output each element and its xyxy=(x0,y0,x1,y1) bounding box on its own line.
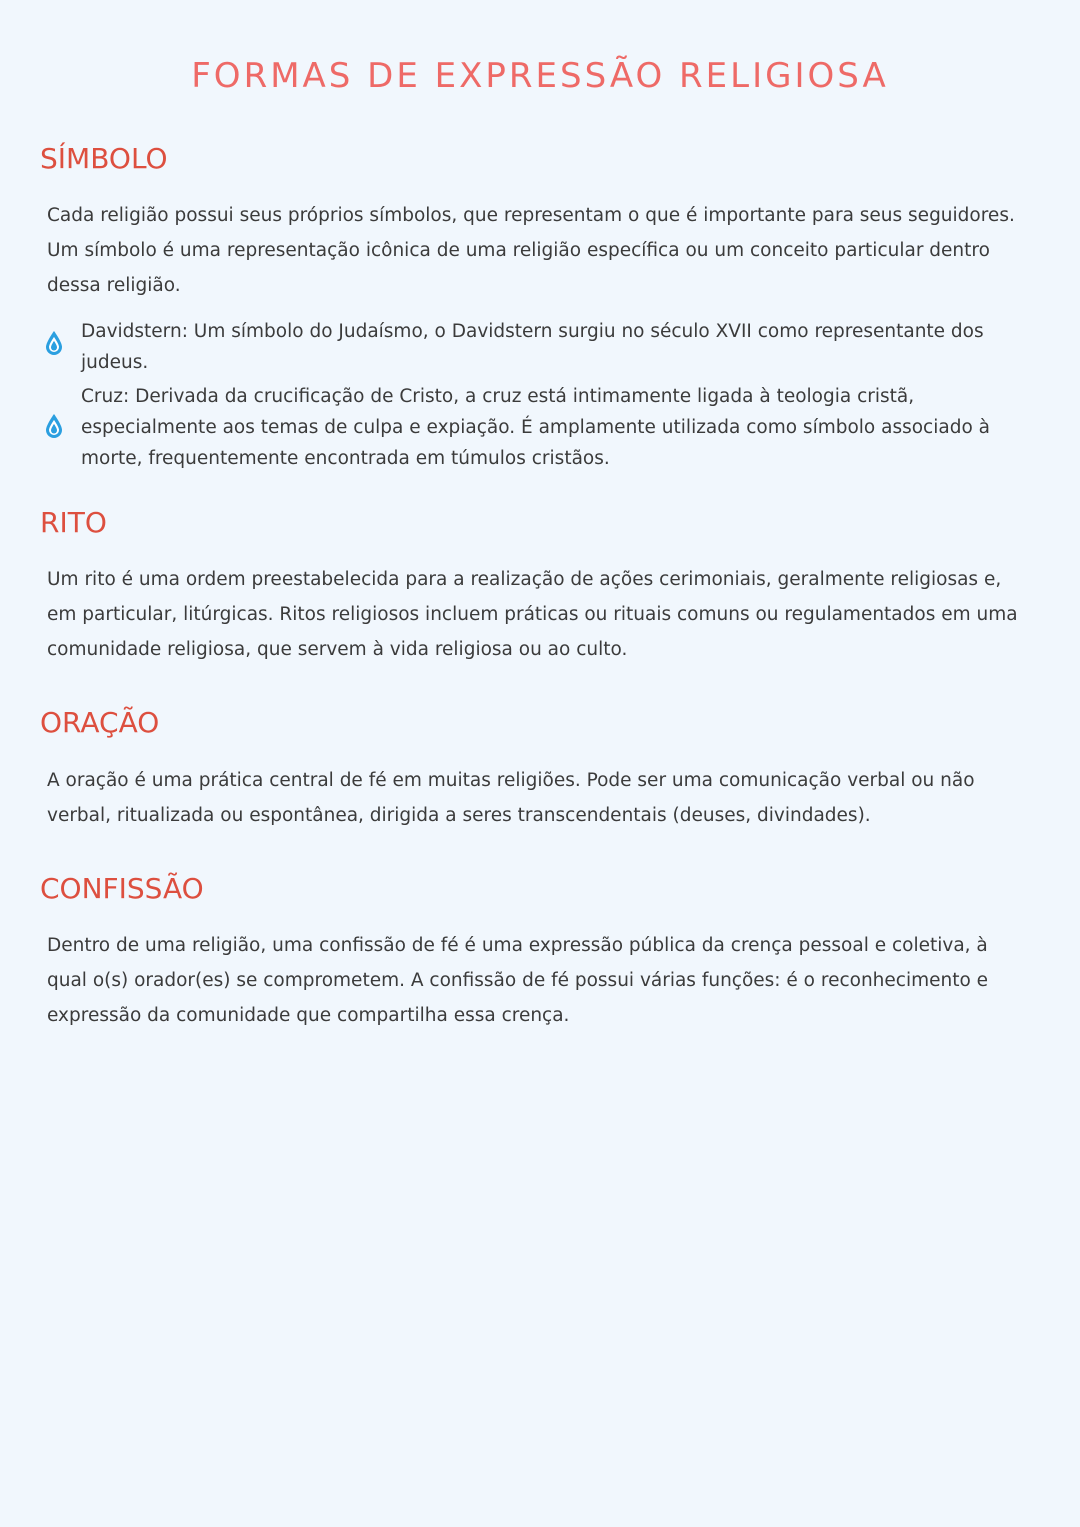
bullet-text-davidstern: Davidstern: Um símbolo do Judaísmo, o Davidstern surgiu no século XVII como representante dos judeus. xyxy=(81,321,984,373)
section-text-oracao: A oração é uma prática central de fé em muitas religiões. Pode ser uma comunicação verbal ou não verbal, ritualizada ou espontânea, dirigida a seres transcendentais (deuses, divindades). xyxy=(47,770,975,826)
section-heading-confissao: CONFISSÃO xyxy=(40,872,204,905)
section-text-simbolo: Cada religião possui seus próprios símbolos, que representam o que é importante para seus seguidores. Um símbolo é uma representação icônica de uma religião específica ou um conceito particular dentro dessa religião. xyxy=(47,205,1015,296)
water-drop-icon xyxy=(44,413,64,439)
section-heading-simbolo: SÍMBOLO xyxy=(40,142,168,175)
section-heading-oracao: ORAÇÃO xyxy=(40,706,160,739)
bullet-text-cruz: Cruz: Derivada da crucificação de Cristo, a cruz está intimamente ligada à teologia cristã, especialmente aos temas de culpa e expiação. É amplamente utilizada como símbolo associado à morte, frequentemente encontrada em túmulos cristãos. xyxy=(81,386,990,469)
section-heading-rito: RITO xyxy=(40,506,107,539)
page-title: FORMAS DE EXPRESSÃO RELIGIOSA xyxy=(191,56,889,96)
section-text-rito: Um rito é uma ordem preestabelecida para a realização de ações cerimoniais, geralmente religiosas e, em particular, litúrgicas. Ritos religiosos incluem práticas ou rituais comuns ou regulamentados em uma comunidade religiosa, que servem à vida religiosa ou ao culto. xyxy=(47,569,1018,660)
water-drop-icon xyxy=(44,330,64,356)
section-text-confissao: Dentro de uma religião, uma confissão de fé é uma expressão pública da crença pessoal e coletiva, à qual o(s) orador(es) se comprometem. A confissão de fé possui várias funções: é o reconhecimento e expressão da comunidade que compartilha essa crença. xyxy=(47,935,989,1026)
